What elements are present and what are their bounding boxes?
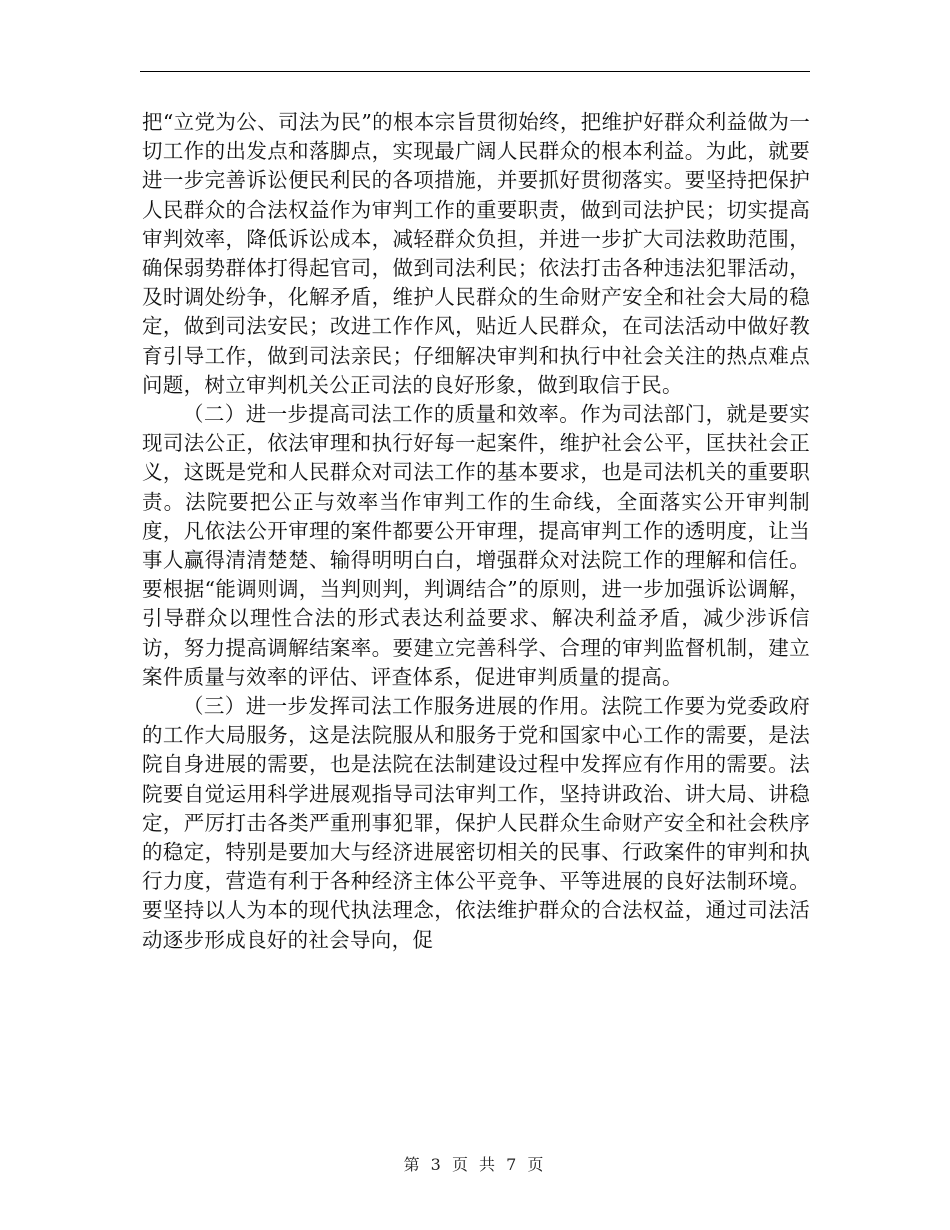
paragraph-3: （三）进一步发挥司法工作服务进展的作用。法院工作要为党委政府的工作大局服务，这是法院服从和服务于党和国家中心工作的需要，是法院自身进展的需要，也是法院在法制建设过程中发挥应有作用的需要。法院要自觉运用科学进展观指导司法审判工作，坚持讲政治、讲大局、讲稳定，严厉打击各类严重刑事犯罪，保护人民群众生命财产安全和社会秩序的稳定，特别是要加大与经济进展密切相关的民事、行政案件的审判和执行力度，营造有利于各种经济主体公平竞争、平等进展的良好法制环境。要坚持以人为本的现代执法理念，依法维护群众的合法权益，通过司法活动逐步形成良好的社会导向，促 — [142, 694, 810, 952]
document-body — [142, 108, 810, 955]
page-number-footer: 第 3 页 共 7 页 — [403, 1155, 547, 1174]
paragraph-1: 把“立党为公、司法为民”的根本宗旨贯彻始终，把维护好群众利益做为一切工作的出发点和落脚点，实现最广阔人民群众的根本利益。为此，就要进一步完善诉讼便民利民的各项措施，并要抓好贯彻落实。要坚持把保护人民群众的合法权益作为审判工作的重要职责，做到司法护民；切实提高审判效率，降低诉讼成本，减轻群众负担，并进一步扩大司法救助范围，确保弱势群体打得起官司，做到司法利民；依法打击各种违法犯罪活动，及时调处纷争，化解矛盾，维护人民群众的生命财产安全和社会大局的稳定，做到司法安民；改进工作作风，贴近人民群众，在司法活动中做好教育引导工作，做到司法亲民；仔细解决审判和执行中社会关注的热点难点问题，树立审判机关公正司法的良好形象，做到取信于民。 — [142, 110, 810, 397]
header-rule — [140, 71, 810, 72]
paragraph-2: （二）进一步提高司法工作的质量和效率。作为司法部门，就是要实现司法公正，依法审理和执行好每一起案件，维护社会公平，匡扶社会正义，这既是党和人民群众对司法工作的基本要求，也是司法机关的重要职责。法院要把公正与效率当作审判工作的生命线，全面落实公开审判制度，凡依法公开审理的案件都要公开审理，提高审判工作的透明度，让当事人赢得清清楚楚、输得明明白白，增强群众对法院工作的理解和信任。要根据“能调则调，当判则判，判调结合”的原则，进一步加强诉讼调解，引导群众以理性合法的形式表达利益要求、解决利益矛盾，减少涉诉信访，努力提高调解结案率。要建立完善科学、合理的审判监督机制，建立案件质量与效率的评估、评查体系，促进审判质量的提高。 — [142, 402, 810, 689]
